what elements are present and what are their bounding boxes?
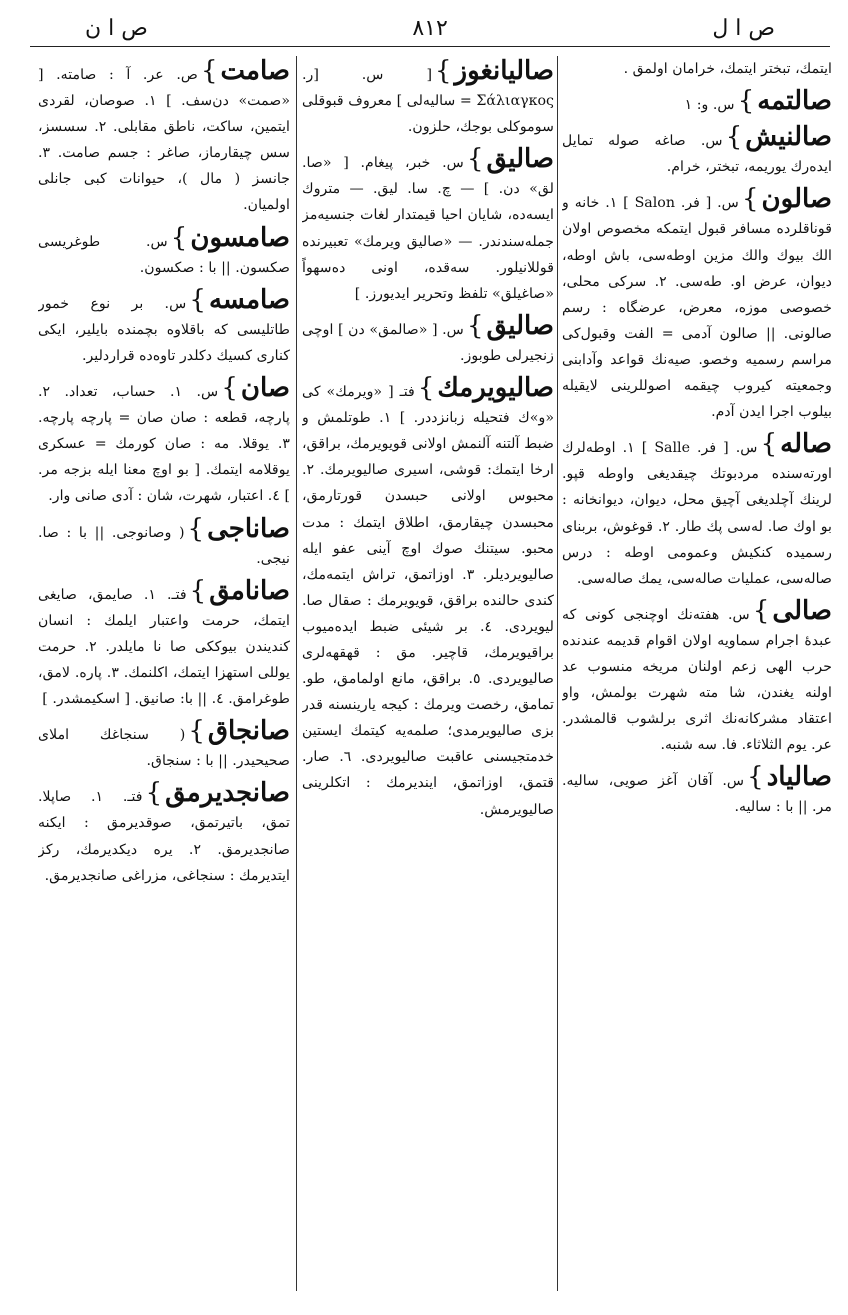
headword: صاليق	[486, 310, 554, 341]
entry-text: فتـ. ١. صايمق، صايغى ايتمك، حرمت واعتبار ايلمك : انسان كنديندن بيوككى صا نا مايلدر. ٢. حرمت يوللى استهزا ايتمك، اكلنمك. ٣. پاره. لامق، طوغرامق. ٤. || با: صانيق. [ اسكيمشدر. ]	[38, 586, 290, 708]
entry-text: فتـ [ «ويرمك» كى «و»ك فتحيله ‌زبانزددر. ] ١. طوتلمش و ضبط آلتنه آلنمش اولانى قويويرمك، براقق، ارخا ايتمك: قوشى، اسيرى صاليويرمك. ٢. محبوس اولانى حبسدن قورتارمق، محبسدن چيقارمق، اطلاق ايتمك : مدت محبو. سيتنك صوك اوچ آينى عفو ايله صاليويرديلر. ٣. اوزاتمق، تراش ايتمه‌مك، كندى حالنده براقق، قويويرمك : صقال صا. ليويردى. ٤. بر شيئى ضبط ايده‌ميوب براقيويرمك، قاچير. مق : قهقهه‌لرى صاليويردى. ٥. براقق، مانع اولمامق، طو. تمامق، رخصت ويرمك : كيجه يارينسنه قدر بزى صاليويرمدى؛ صلمه‌يه كيتمك ايستين خدمتجيسنى عاقبت صاليويردى. ٦. صار. قتمق، اوزاتمق، اينديرمك : اتكلرينى صاليويرمش.	[302, 384, 554, 818]
entry	[38, 514, 290, 572]
brace: }	[145, 778, 163, 809]
entry	[38, 56, 290, 219]
brace: }	[467, 310, 484, 341]
entry	[562, 184, 832, 425]
entry-text: س. صاغه صوله تمايل ايده‌رك يوريمه، تبختر، خرام.	[562, 133, 832, 176]
entry-text: س. هفته‌نك اوچنجى كونى كه عبدهٔ اجرام سماويه اولان اقوام قديمه عندنده حرب الهى زعم اولنان مريخه منسوب عد اولنه يغندن، شا مته شهرت بولمش، واو اعتقاد مشركانه‌نك اثرى برلشوب قالمشدر. عر. يوم الثلاثاء. فا. سه شنبه.	[562, 606, 832, 754]
headword: صان	[240, 373, 290, 404]
entry	[302, 144, 554, 307]
headword: صامسون	[190, 222, 290, 253]
brace: }	[189, 575, 207, 606]
headword: صاناجى	[207, 513, 290, 544]
entry-text: س. ١. حساب، تعداد. ٢. پارچه، قطعه : صان صان = پارچه پارچه. ٣. يوقلا. مه : صان كورمك = عسكرى يوقلامه ايتمك. [ بو اوچ معنا ايله بزجه مر. ] ٤. اعتبار، شهرت، شان : آدى صانى وار.	[38, 384, 290, 505]
entry-text: ( سنجاغك املاى صحيحيدر. || با : سنجاق.	[38, 727, 290, 770]
entry	[562, 56, 832, 82]
column-divider-right	[557, 56, 558, 1291]
entry	[302, 56, 554, 140]
entry	[38, 285, 290, 369]
column-right	[562, 56, 832, 1296]
page-number: ٨١٢	[412, 15, 448, 41]
entry-text: س. [ فر. Salle ] ١. اوطه‌لرك اورته‌سنده مردبوتك چيقديغى واوطه قپو. لرينك آچلديغى آچيق محل، ديوان، ديوانخانه : بو اوك صا. له‌سى پك طار. ٢. قوغوش، بربناى رسميده كنكيش وعمومى اوطه : درس صاله‌سى، عمليات صاله‌سى، يمك صاله‌سى.	[562, 440, 832, 587]
brace: }	[170, 222, 188, 253]
brace: }	[200, 56, 218, 86]
brace: }	[434, 56, 452, 86]
page-header	[30, 10, 830, 46]
headword: صالى	[772, 595, 832, 626]
brace: }	[737, 86, 755, 117]
brace: }	[187, 513, 205, 544]
entry	[38, 716, 290, 774]
entry	[562, 429, 832, 592]
headword: صاليق	[486, 144, 554, 175]
column-divider-left	[296, 56, 297, 1291]
headword: صاله	[780, 429, 832, 460]
entry-text: س. خبر، پيغام. [ «صا. لق» دن. ] — چ. سا. ليق. — متروك ايسه‌ده، شايان احيا قيمتدار لغات جنسيه‌مز جمله‌سندندر. — «صاليق ويرمك» تعبيرنده قوللانيلور. سه‌قده، اونى ده‌سهواً «صاغيلق» تلفظ وتحرير ايديورز. ]	[302, 155, 554, 302]
brace: }	[752, 595, 770, 626]
headword: صاليويرمك	[437, 373, 554, 404]
headword: صالياد	[766, 762, 832, 793]
brace: }	[467, 144, 484, 175]
headword: صالون	[761, 184, 832, 215]
brace: }	[188, 716, 205, 747]
entry	[38, 373, 290, 509]
headword: صالتمه	[757, 86, 832, 117]
header-left-letters: ص ا ن	[85, 15, 148, 41]
entry-text: س. و: ١	[684, 97, 735, 114]
brace: }	[417, 373, 435, 404]
entry	[302, 311, 554, 369]
entry-text: س. [ «صالمق» دن ] اوچى زنجيرلى طوبوز.	[302, 321, 554, 364]
entry-text: س. طوغريسى صكسون. || با : صكسون.	[38, 233, 290, 276]
entry-text: س. [ فر. Salon ] ١. خانه و قوناقلرده مسافر قبول ايتمكه مخصوص اولان الك بيوك والك مزين اوطه‌سى، باش اوطه، ديوان، عرض او. طه‌سى. ٢. سركى محلى، خصوصى موزه، معرض، عرضگاه : رسم صالونى. || صالون آدمى = الفت وقبول‌كى مراسم رسميه وخصو. صيه‌نك قواعد وآدابنى وجمعيته كيروب چيقمه اصوللرينى لايقيله بيلوب اجرا ايدن آدم.	[562, 195, 832, 421]
entry-text: س. بر نوع خمور طاتليسى كه باقلاوه‌ بچمنده بايلير، ايكى كنارى كسيك دكلدر تاوه‌ده قراردلير.	[38, 295, 290, 364]
entry-text: س. آقان آغز صويى، ساليه. مر. || با : ساليه.	[562, 773, 832, 816]
entry	[302, 373, 554, 823]
entry	[562, 86, 832, 118]
entry	[562, 122, 832, 180]
header-rule	[30, 46, 830, 47]
brace: }	[760, 429, 778, 460]
entry	[562, 596, 832, 759]
entry	[38, 576, 290, 712]
headword: صاليانغوز	[454, 56, 554, 86]
brace: }	[747, 762, 764, 793]
headword: صانامق	[209, 575, 290, 606]
entry	[38, 778, 290, 888]
entry-text: فتـ. ١. صاپلا. تمق، باتيرتمق، صوقديرمق : ايكنه صانجديرمق. ٢. يره ديكديرمك، ركز ايتديرمك : سنجاغى، مزراغى صانجديرمق.	[38, 789, 290, 884]
entry	[38, 223, 290, 281]
headword: صانجديرمق	[165, 778, 290, 809]
headword: صالنيش	[745, 122, 832, 153]
entry	[562, 762, 832, 820]
column-middle	[302, 56, 554, 1296]
header-right-letters: ص ا ل	[712, 15, 775, 41]
brace: }	[742, 184, 759, 215]
headword: صانجاق	[207, 716, 290, 747]
headword: صامت	[220, 56, 290, 86]
entry-text: [ س. [ر. Σάλιαγκος = ساليه‌لى ] معروف قبوقلى سوموكلى بوجك، حلزون.	[302, 67, 554, 136]
entry-text: ( وصانوجى. || با : صا. نيجى.	[38, 524, 290, 567]
brace: }	[189, 284, 206, 315]
entry-text: ص. عر. آ : صامته. [ «صمت» دن‌سف. ] ١. صوصان، لقردى ايتمين، ساكت، ناطق مقابلى. ٢. سسسز، سس چيقارماز، صاغر : جسم صامت. ٣. جانسز ( مال )، حيوانات كبى جانلى اولميان.	[38, 67, 290, 214]
column-left	[38, 56, 290, 1296]
entry-text: ايتمك، تبختر ايتمك، خرامان اولمق .	[623, 61, 832, 77]
headword: صامسه	[208, 284, 290, 315]
brace: }	[725, 122, 743, 153]
brace: }	[221, 373, 238, 404]
